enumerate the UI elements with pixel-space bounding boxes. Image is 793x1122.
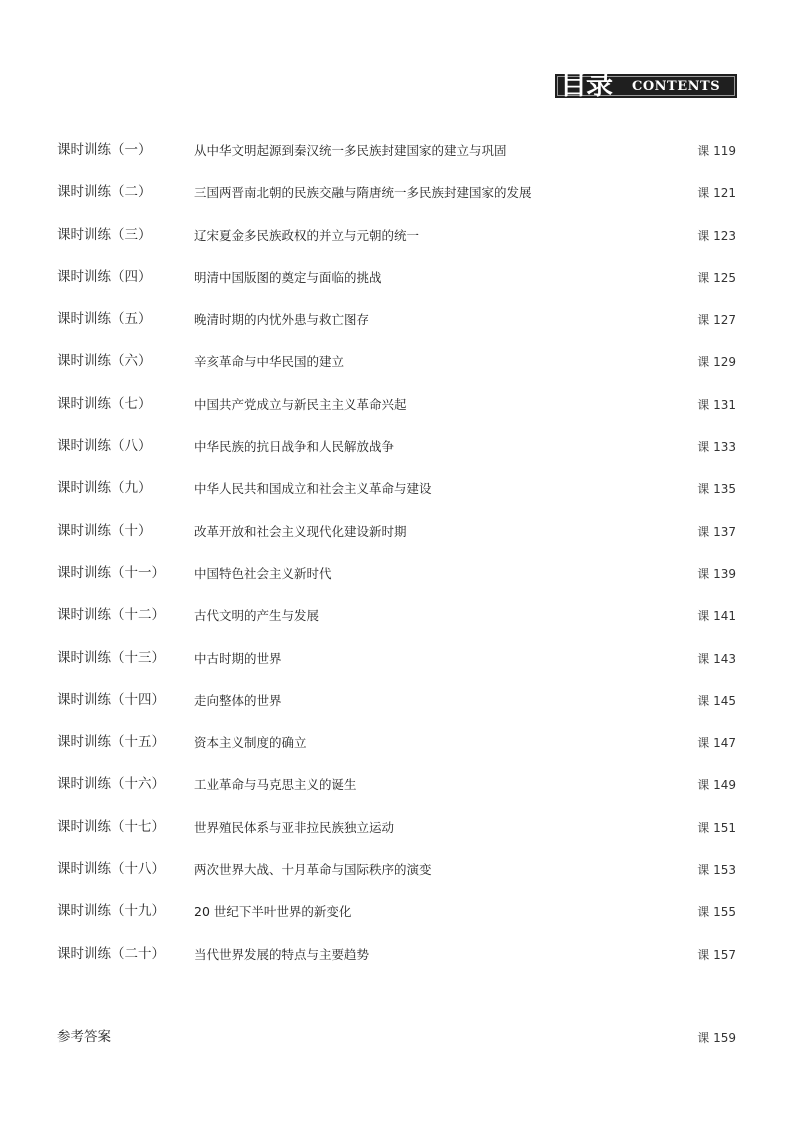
toc-entry-label: 课时训练（十七） — [57, 818, 165, 835]
toc-entry-page-number: 课 125 — [697, 270, 736, 285]
toc-entry-title: 中国共产党成立与新民主主义革命兴起 — [194, 396, 407, 412]
toc-entry-title: 中华人民共和国成立和社会主义革命与建设 — [194, 481, 432, 497]
toc-entry[interactable] — [0, 225, 793, 267]
toc-entry-page-number: 课 147 — [697, 736, 736, 751]
answers-label: 参考答案 — [57, 1029, 111, 1045]
toc-entry-title: 资本主义制度的确立 — [194, 735, 307, 751]
toc-entry-page-number: 课 139 — [697, 566, 736, 581]
toc-entry-label: 课时训练（八） — [57, 438, 152, 455]
toc-entry[interactable] — [0, 351, 793, 393]
toc-entry[interactable] — [0, 901, 793, 943]
toc-entry-title: 中古时期的世界 — [194, 650, 282, 666]
toc-entry-title: 改革开放和社会主义现代化建设新时期 — [194, 523, 407, 539]
toc-entry-title: 辽宋夏金多民族政权的并立与元朝的统一 — [194, 227, 420, 243]
toc-entry-title: 晚清时期的内忧外患与救亡图存 — [194, 312, 370, 328]
toc-entry-label: 课时训练（一） — [57, 142, 152, 158]
toc-entry[interactable] — [0, 436, 793, 478]
toc-entry-page-number: 课 153 — [697, 863, 736, 878]
toc-entry-label: 课时训练（十九） — [57, 903, 165, 920]
answers-entry[interactable] — [0, 1027, 793, 1049]
toc-entry-page-number: 课 129 — [697, 355, 736, 370]
toc-entry[interactable] — [0, 605, 793, 647]
toc-entry-label: 课时训练（十） — [57, 522, 152, 539]
toc-entry-title: 中国特色社会主义新时代 — [194, 565, 332, 581]
toc-entry-page-number: 课 137 — [697, 524, 736, 539]
toc-entry[interactable] — [0, 690, 793, 732]
toc-entry-page-number: 课 145 — [697, 693, 736, 708]
toc-entry-title: 工业革命与马克思主义的诞生 — [194, 777, 357, 793]
toc-entry[interactable] — [0, 521, 793, 563]
toc-entry-title: 古代文明的产生与发展 — [194, 608, 320, 624]
toc-entry-title: 当代世界发展的特点与主要趋势 — [194, 946, 370, 962]
toc-entry-page-number: 课 149 — [697, 778, 736, 793]
toc-entry[interactable] — [0, 394, 793, 436]
toc-entry-label: 课时训练（十四） — [57, 691, 165, 708]
toc-entry-page-number: 课 141 — [697, 609, 736, 624]
toc-entry-label: 课时训练（十二） — [57, 607, 165, 624]
toc-entry-label: 课时训练（十五） — [57, 734, 165, 751]
toc-entry-title: 走向整体的世界 — [194, 692, 282, 708]
toc-entry[interactable] — [0, 774, 793, 816]
toc-entry[interactable] — [0, 309, 793, 351]
toc-entry[interactable] — [0, 648, 793, 690]
toc-entry-page-number: 课 121 — [697, 186, 736, 201]
toc-entry-label: 课时训练（四） — [57, 268, 152, 285]
toc-entry[interactable] — [0, 732, 793, 774]
toc-entry-title: 中华民族的抗日战争和人民解放战争 — [194, 439, 395, 455]
toc-entry[interactable] — [0, 267, 793, 309]
toc-entry-title: 明清中国版图的奠定与面临的挑战 — [194, 269, 382, 285]
toc-entry-page-number: 课 135 — [697, 482, 736, 497]
toc-entry-label: 课时训练（十八） — [57, 861, 165, 878]
toc-entry-page-number: 课 123 — [697, 228, 736, 243]
toc-entry-page-number: 课 119 — [697, 144, 736, 158]
toc-entry-page-number: 课 133 — [697, 440, 736, 455]
toc-entry[interactable] — [0, 140, 793, 182]
toc-entry-label: 课时训练（六） — [57, 353, 152, 370]
answers-page-number: 课 159 — [697, 1031, 736, 1045]
toc-entry-page-number: 课 151 — [697, 820, 736, 835]
toc-entry[interactable] — [0, 817, 793, 859]
toc-entry-label: 课时训练（十一） — [57, 564, 165, 581]
toc-entry-label: 课时训练（二） — [57, 184, 152, 201]
toc-entry-label: 课时训练（七） — [57, 395, 152, 412]
toc-entry[interactable] — [0, 182, 793, 224]
toc-entry[interactable] — [0, 944, 793, 986]
toc-entry-page-number: 课 143 — [697, 651, 736, 666]
toc-entry-title: 世界殖民体系与亚非拉民族独立运动 — [194, 819, 395, 835]
toc-entry-page-number: 课 155 — [697, 905, 736, 920]
toc-entry-title: 辛亥革命与中华民国的建立 — [194, 354, 345, 370]
toc-entry-title: 从中华文明起源到秦汉统一多民族封建国家的建立与巩固 — [194, 143, 507, 158]
toc-entry[interactable] — [0, 859, 793, 901]
toc-entry-title: 三国两晋南北朝的民族交融与隋唐统一多民族封建国家的发展 — [194, 185, 532, 201]
toc-entry-page-number: 课 131 — [697, 397, 736, 412]
page-subtitle: CONTENTS — [632, 79, 721, 94]
toc-entry-label: 课时训练（九） — [57, 480, 152, 497]
toc-entry-label: 课时训练（十六） — [57, 776, 165, 793]
toc-entry[interactable] — [0, 563, 793, 605]
toc-entry-label: 课时训练（十三） — [57, 649, 165, 666]
table-of-contents — [0, 140, 793, 986]
toc-entry-page-number: 课 127 — [697, 313, 736, 328]
toc-entry-label: 课时训练（三） — [57, 226, 152, 243]
toc-entry-label: 课时训练（二十） — [57, 945, 165, 962]
toc-entry-page-number: 课 157 — [697, 947, 736, 962]
toc-entry-title: 两次世界大战、十月革命与国际秩序的演变 — [194, 862, 432, 878]
toc-entry-title: 20 世纪下半叶世界的新变化 — [194, 904, 352, 920]
toc-entry-label: 课时训练（五） — [57, 311, 152, 328]
page-title: 目录 — [560, 70, 612, 101]
toc-entry[interactable] — [0, 478, 793, 520]
